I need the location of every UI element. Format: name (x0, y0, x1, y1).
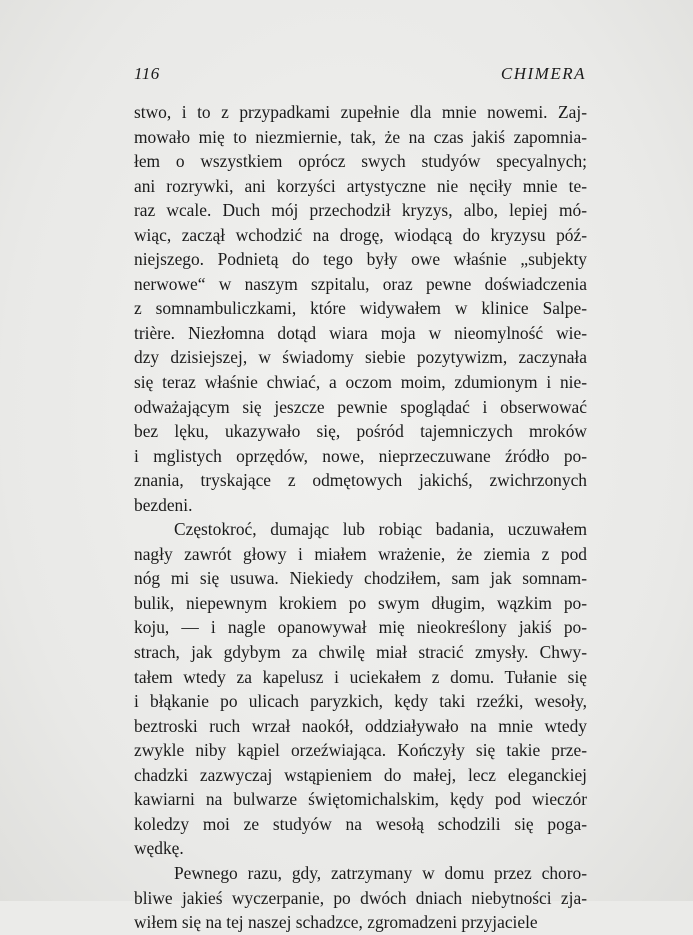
text-line: bezdeni. (134, 494, 193, 515)
text-line: i mglistych oprzędów, nowe, nieprzeczuwane źródło po- (134, 445, 587, 466)
text-line: znania, tryskające z odmętowych jakichś, zwichrzonych (134, 470, 587, 491)
text-line: się teraz właśnie chwiać, a oczom moim, zdumionym i nie- (134, 372, 587, 393)
paragraph (134, 100, 587, 517)
text-line: mowało mię to niezmiernie, tak, że na czas jakiś zapomnia- (134, 126, 587, 147)
text-line: wędkę. (134, 838, 184, 859)
text-line: nerwowe“ w naszym szpitalu, oraz pewne doświadczenia (134, 273, 587, 294)
page-number: 116 (134, 64, 160, 83)
text-line: koju, — i nagle opanowywał mię nieokreślony jakiś po- (134, 617, 587, 638)
text-line: niejszego. Podnietą do tego były owe właśnie „subjekty (134, 249, 587, 270)
text-line: kawiarni na bulwarze świętomichalskim, kędy pod wieczór (134, 789, 587, 810)
text-line: ani rozrywki, ani korzyści artystyczne nie nęciły mnie te- (134, 175, 587, 196)
text-line: wiłem się na tej naszej schadzce, zgromadzeni przyjaciele (134, 912, 538, 933)
text-line: beztroski ruch wrzał naokół, oddziaływało na mnie wtedy (134, 715, 587, 736)
text-line: trière. Niezłomna dotąd wiara moja w nieomylność wie- (134, 322, 587, 343)
text-line: nóg mi się usuwa. Niekiedy chodziłem, sam jak somnam- (134, 568, 587, 589)
text-line: stwo, i to z przypadkami zupełnie dla mnie nowemi. Zaj- (134, 102, 587, 122)
text-line: raz wcale. Duch mój przechodził kryzys, albo, lepiej mó- (134, 200, 587, 221)
body-text (134, 100, 587, 935)
text-line: i błąkanie po ulicach paryzkich, kędy taki rzeźki, wesoły, (134, 691, 587, 712)
running-head: CHIMERA (500, 64, 586, 83)
text-line: Częstokroć, dumając lub robiąc badania, uczuwałem (174, 519, 587, 540)
text-line: bez lęku, ukazywało się, pośród tajemniczych mroków (134, 421, 587, 442)
text-line: dzy dzisiejszej, w świadomy siebie pozytywizm, zaczynała (134, 347, 587, 368)
text-line: wiąc, zaczął wchodzić na drogę, wiodącą do kryzysu póź- (134, 224, 587, 245)
text-line: z somnambuliczkami, które widywałem w klinice Salpe- (134, 298, 587, 319)
text-line: łem o wszystkiem oprócz swych studyów specyalnych; (134, 151, 587, 172)
text-line: strach, jak gdybym za chwilę miał stracić zmysły. Chwy- (134, 642, 587, 663)
text-line: tałem wtedy za kapelusz i uciekałem z domu. Tułanie się (134, 666, 587, 687)
paragraph (134, 517, 587, 861)
text-line: Pewnego razu, gdy, zatrzymany w domu przez choro- (174, 862, 587, 883)
paragraph (134, 861, 587, 935)
text-line: bliwe jakieś wyczerpanie, po dwóch dniach niebytności zja- (134, 887, 587, 908)
text-line: odważającym się jeszcze pewnie spoglądać i obserwować (134, 396, 587, 417)
text-line: bulik, niepewnym krokiem po swym długim, wązkim po- (134, 592, 587, 613)
text-line: chadzki zazwyczaj wstąpieniem do małej, lecz eleganckiej (134, 764, 587, 785)
text-line: koledzy moi ze studyów na wesołą schodzili się poga- (134, 813, 587, 834)
text-line: nagły zawrót głowy i miałem wrażenie, że ziemia z pod (134, 543, 587, 564)
page-header (134, 64, 586, 86)
text-line: zwykle niby kąpiel orzeźwiająca. Kończyły się takie prze- (134, 740, 587, 761)
